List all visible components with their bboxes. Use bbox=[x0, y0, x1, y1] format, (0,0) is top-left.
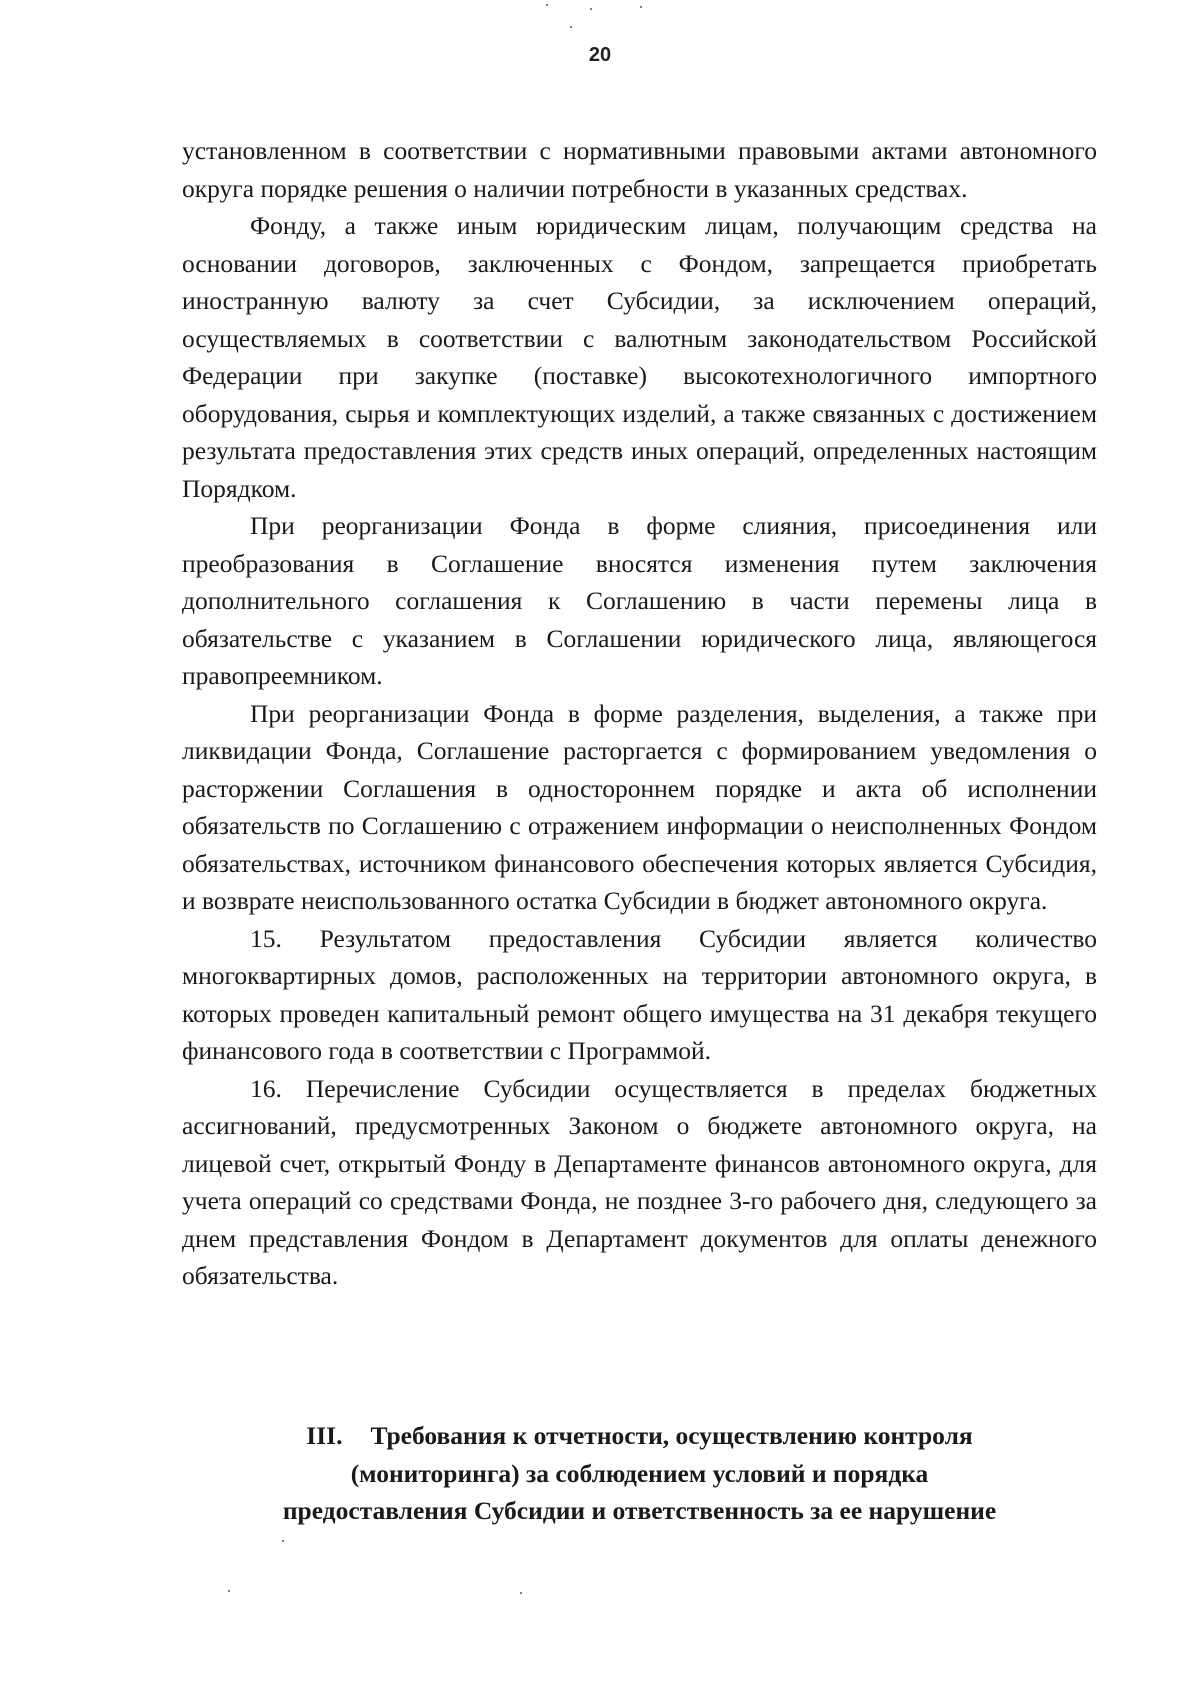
section-number: III. bbox=[306, 1421, 343, 1450]
section-heading bbox=[182, 1417, 1097, 1530]
section-title-line-3: предоставления Субсидии и ответственность за ее нарушение bbox=[282, 1496, 997, 1525]
paragraph-continuation: установленном в соответствии с нормативными правовыми актами автономного округа порядке решения о наличии потребности в указанных средствах. bbox=[182, 136, 1097, 203]
section-heading-line-1 bbox=[182, 1417, 1097, 1455]
scan-speck bbox=[590, 8, 592, 10]
scan-speck bbox=[570, 26, 572, 28]
scan-speck bbox=[640, 6, 642, 8]
body-text bbox=[182, 132, 1097, 1295]
scan-speck bbox=[546, 4, 548, 6]
section-title-line-1: Требования к отчетности, осуществлению контроля bbox=[370, 1421, 973, 1450]
scan-speck bbox=[228, 1590, 230, 1592]
scan-speck bbox=[282, 1540, 284, 1542]
page-number: 20 bbox=[588, 44, 612, 66]
paragraph-reorganization-division: При реорганизации Фонда в форме разделения, выделения, а также при ликвидации Фонда, Соглашение расторгается с формированием уведомления о расторжении Соглашения в одностороннем порядке и акта об исполнении обязательств по Соглашению с отражением информации о неисполненных Фондом обязательствах, источником финансового обеспечения которых является Субсидия, и возврате неиспользованного остатка Субсидии в бюджет автономного округа. bbox=[182, 698, 1097, 915]
paragraph-item-16: 16. Перечисление Субсидии осуществляется в пределах бюджетных ассигнований, предусмотренных Законом о бюджете автономного округа, на лицевой счет, открытый Фонду в Департаменте финансов автономного округа, для учета операций со средствами Фонда, не позднее 3-го рабочего дня, следующего за днем представления Фондом в Департамент документов для оплаты денежного обязательства. bbox=[182, 1073, 1097, 1290]
paragraph-item-15: 15. Результатом предоставления Субсидии является количество многоквартирных домов, расположенных на территории автономного округа, в которых проведен капитальный ремонт общего имущества на 31 декабря текущего финансового года в соответствии с Программой. bbox=[182, 923, 1097, 1065]
paragraph-foreign-currency: Фонду, а также иным юридическим лицам, получающим средства на основании договоров, заключенных с Фондом, запрещается приобретать иностранную валюту за счет Субсидии, за исключением операций, осуществляемых в соответствии с валютным законодательством Российской Федерации при закупке (поставке) высокотехнологичного импортного оборудования, сырья и комплектующих изделий, а также связанных с достижением результата предоставления этих средств иных операций, определенных настоящим Порядком. bbox=[182, 211, 1097, 503]
section-title-line-2: (мониторинга) за соблюдением условий и порядка bbox=[350, 1458, 929, 1488]
paragraph-reorganization-merger: При реорганизации Фонда в форме слияния, присоединения или преобразования в Соглашение вносятся изменения путем заключения дополнительного соглашения к Соглашению в части перемены лица в обязательстве с указанием в Соглашении юридического лица, являющегося правопреемником. bbox=[182, 511, 1097, 690]
scan-speck bbox=[520, 1592, 522, 1594]
